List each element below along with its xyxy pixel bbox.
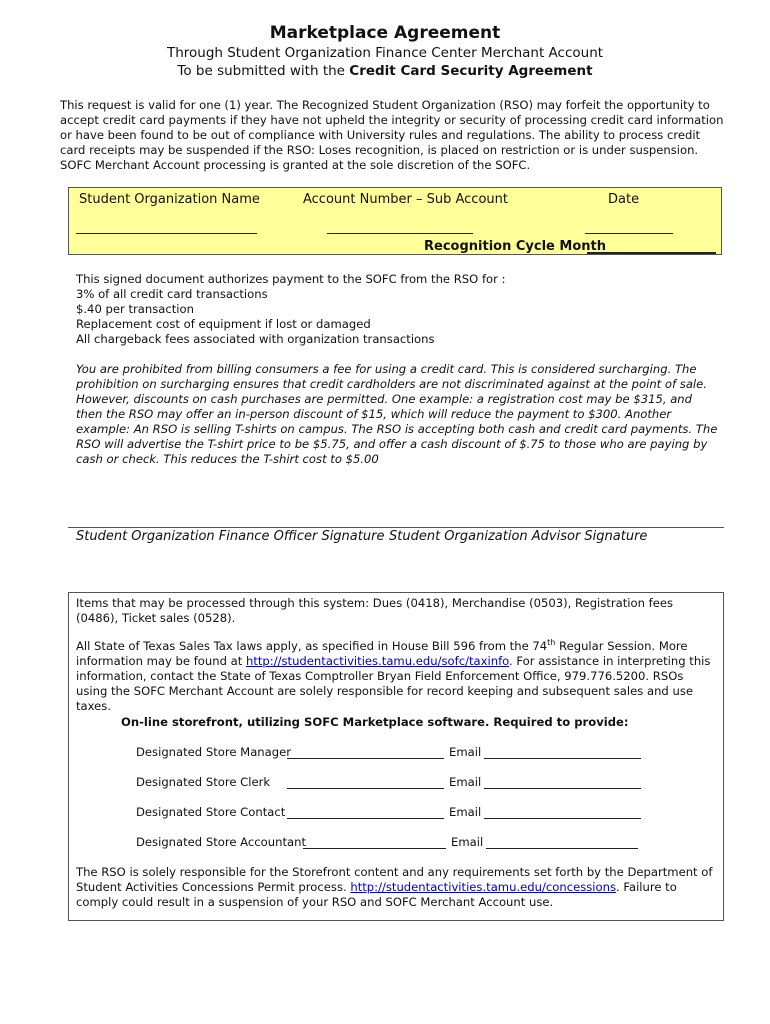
store-accountant-email-label: Email xyxy=(451,835,484,849)
sales-tax-text-1: All State of Texas Sales Tax laws apply, as specified in House Bill 596 from the 74 xyxy=(76,639,548,653)
concessions-link[interactable]: http://studentactivities.tamu.edu/concessions xyxy=(350,880,616,894)
org-name-field[interactable] xyxy=(76,233,257,234)
store-clerk-email-field[interactable] xyxy=(484,788,641,789)
authorization-lead: This signed document authorizes payment to the SOFC from the RSO for : xyxy=(76,272,506,286)
store-manager-label: Designated Store Manager xyxy=(136,745,292,759)
authorization-item: All chargeback fees associated with organization transactions xyxy=(76,332,435,346)
store-clerk-label: Designated Store Clerk xyxy=(136,775,271,789)
processable-items-paragraph: Items that may be processed through this system: Dues (0418), Merchandise (0503), Registration fees (0486), Ticket sales (0528). xyxy=(76,596,674,625)
store-clerk-email-label: Email xyxy=(449,775,482,789)
document-title: Marketplace Agreement xyxy=(269,23,501,43)
closing-text-2: . Failure to comply could result in a suspension of your RSO and SOFC Merchant Account use. xyxy=(76,880,677,909)
store-manager-email-field[interactable] xyxy=(484,758,641,759)
authorization-item: Replacement cost of equipment if lost or damaged xyxy=(76,317,371,331)
store-accountant-label: Designated Store Accountant xyxy=(136,835,306,849)
store-contact-field[interactable] xyxy=(287,818,444,819)
store-manager-email-label: Email xyxy=(449,745,482,759)
authorization-item: $.40 per transaction xyxy=(76,302,194,316)
account-number-field[interactable] xyxy=(327,233,473,234)
finance-officer-signature-label: Student Organization Finance Officer Signature xyxy=(76,529,385,544)
store-contact-email-field[interactable] xyxy=(484,818,641,819)
store-manager-field[interactable] xyxy=(287,758,444,759)
subtitle-merchant-account: Through Student Organization Finance Center Merchant Account xyxy=(166,45,604,61)
store-contact-email-label: Email xyxy=(449,805,482,819)
closing-text-1: The RSO is solely responsible for the Storefront content and any requirements set forth by the Department of Student Activities Concessions Permit process. xyxy=(76,865,713,894)
sales-tax-paragraph xyxy=(76,639,716,714)
processing-terms-box xyxy=(68,592,724,921)
account-number-label: Account Number – Sub Account xyxy=(303,192,508,207)
ordinal-suffix: th xyxy=(547,638,556,648)
intro-paragraph: This request is valid for one (1) year. The Recognized Student Organization (RSO) may forfeit the opportunity to accept credit card payments if they have not upheld the integrity or security of processing credit card information or have been found to be out of compliance with University rules and regulations. The ability to process credit card receipts may be suspended if the RSO: Loses recognition, is placed on restriction or is under suspension. SOFC Merchant Account processing is granted at the sole discretion of the SOFC. xyxy=(60,98,724,172)
store-accountant-field[interactable] xyxy=(303,848,446,849)
sales-tax-text-3: . For assistance in interpreting this information, contact the State of Texas Comptroller Bryan Field Enforcement Office, 979.776.5200. RSOs using the SOFC Merchant Account are solely responsible for record keeping and subsequent sales and use taxes. xyxy=(76,654,711,713)
recognition-cycle-label: Recognition Cycle Month xyxy=(424,239,606,254)
org-name-label: Student Organization Name xyxy=(79,192,260,207)
storefront-responsibility-paragraph xyxy=(76,865,716,910)
store-clerk-field[interactable] xyxy=(287,788,444,789)
subtitle-security-agreement: Credit Card Security Agreement xyxy=(349,63,593,79)
recognition-cycle-field[interactable] xyxy=(587,252,716,254)
storefront-heading: On-line storefront, utilizing SOFC Marketplace software. Required to provide: xyxy=(121,715,629,729)
store-accountant-email-field[interactable] xyxy=(486,848,638,849)
organization-info-box xyxy=(68,187,722,255)
authorization-item: 3% of all credit card transactions xyxy=(76,287,268,301)
subtitle-submission-prefix: To be submitted with the xyxy=(177,63,350,79)
authorization-section xyxy=(76,272,716,347)
tax-info-link[interactable]: http://studentactivities.tamu.edu/sofc/taxinfo xyxy=(245,654,510,668)
advisor-signature-label: Student Organization Advisor Signature xyxy=(389,529,648,544)
sales-tax-text-2: Regular Session. More information may be found at xyxy=(76,639,688,668)
surcharge-prohibition-paragraph: You are prohibited from billing consumers a fee for using a credit card. This is considered surcharging. The prohibition on surcharging ensures that credit cardholders are not discriminated against at the point of sale. However, discounts on cash purchases are permitted. One example: a registration cost may be $315, and then the RSO may offer an in-person discount of $15, which will reduce the payment to $300. Another example: An RSO is selling T-shirts on campus. The RSO is accepting both cash and credit card payments. The RSO will advertise the T-shirt price to be $5.75, and offer a cash discount of $.75 to those who are paying by cash or check. This reduces the T-shirt cost to $5.00 xyxy=(76,362,718,466)
store-contact-label: Designated Store Contact xyxy=(136,805,286,819)
date-field[interactable] xyxy=(585,233,673,234)
subtitle-submission-note xyxy=(0,62,770,80)
date-label: Date xyxy=(608,192,640,207)
